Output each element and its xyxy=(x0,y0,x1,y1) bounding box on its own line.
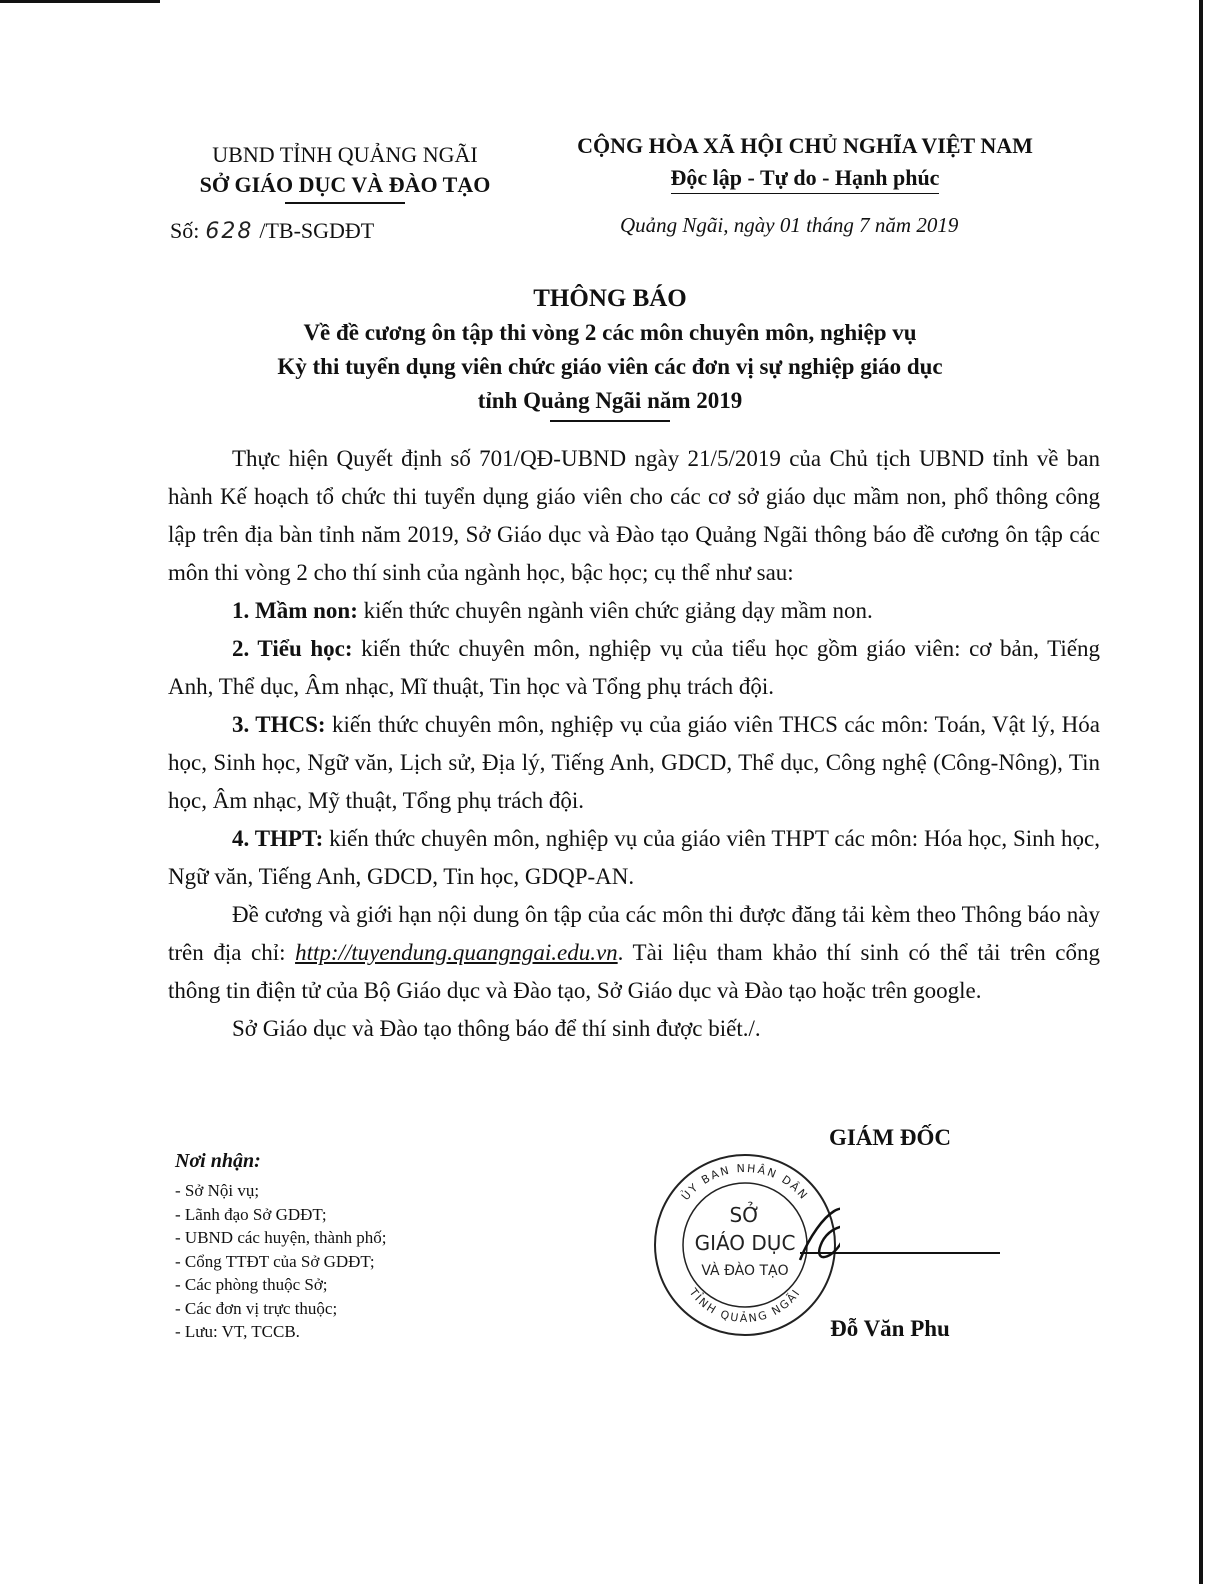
issuer-underline xyxy=(285,202,405,204)
item-text: kiến thức chuyên môn, nghiệp vụ của tiểu học gồm giáo viên: cơ bản, Tiếng Anh, Thể dục, Âm nhạc, Mĩ thuật, Tin học và Tổng phụ trách đội. xyxy=(168,636,1101,699)
seal-text-3: VÀ ĐÀO TẠO xyxy=(701,1263,789,1279)
item-text: kiến thức chuyên ngành viên chức giảng dạy mầm non. xyxy=(357,598,873,623)
item-text: kiến thức chuyên môn, nghiệp vụ của giáo viên THCS các môn: Toán, Vật lý, Hóa học, Sinh học, Ngữ văn, Lịch sử, Địa lý, Tiếng Anh, GDCD, Thể dục, Công nghệ (Công-Nông), Tin học, Âm nhạc, Mỹ thuật, Tổng phụ trách đội. xyxy=(168,712,1100,813)
signature-line xyxy=(800,1252,1000,1254)
national-motto-block xyxy=(540,130,1070,194)
seal-ring-bottom-text: TỈNH QUẢNG NGÃI xyxy=(686,1285,804,1326)
recipients-block xyxy=(175,1150,495,1344)
title-subject-1: Về đề cương ôn tập thi vòng 2 các môn chuyên môn, nghiệp vụ xyxy=(303,320,917,345)
title-subject-2: Kỳ thi tuyển dụng viên chức giáo viên các đơn vị sự nghiệp giáo dục xyxy=(277,354,943,379)
outline-paragraph xyxy=(168,896,1100,1010)
list-item: - Lưu: VT, TCCB. xyxy=(175,1322,300,1341)
item-paragraph xyxy=(168,592,1100,630)
issuer-parent: UBND TỈNH QUẢNG NGÃI xyxy=(212,142,478,167)
document-body xyxy=(168,440,1100,1048)
list-item: - UBND các huyện, thành phố; xyxy=(175,1228,387,1247)
official-seal xyxy=(650,1150,840,1340)
number-handwritten: 628 xyxy=(205,219,254,244)
seal-text-1: SỞ xyxy=(729,1203,761,1227)
issuer-name: SỞ GIÁO DỤC VÀ ĐÀO TẠO xyxy=(199,172,491,197)
signer-title: GIÁM ĐỐC xyxy=(828,1125,952,1150)
motto: Độc lập - Tự do - Hạnh phúc xyxy=(671,164,940,194)
title-subject-3: tỉnh Quảng Ngãi năm 2019 xyxy=(477,388,743,413)
recipients-list xyxy=(175,1179,495,1344)
list-item: - Các phòng thuộc Sở; xyxy=(175,1275,328,1294)
list-item: - Lãnh đạo Sở GDĐT; xyxy=(175,1204,327,1224)
outline-text-after: . Tài liệu tham khảo thí sinh có thể tải trên cổng thông tin điện tử của Bộ Giáo dục và Đào tạo, Sở Giáo dục và Đào tạo hoặc trên google. xyxy=(168,940,1100,1003)
list-item: - Cổng TTĐT của Sở GDĐT; xyxy=(175,1251,375,1271)
title-underline xyxy=(550,420,670,422)
signer-name: Đỗ Văn Phu xyxy=(830,1316,950,1341)
number-suffix: /TB-SGDĐT xyxy=(259,218,375,243)
list-item: - Sở Nội vụ; xyxy=(175,1181,260,1200)
outline-link[interactable]: http://tuyendung.quangngai.edu.vn xyxy=(295,940,618,965)
item-paragraph xyxy=(168,630,1100,706)
item-label: 2. Tiểu học: xyxy=(232,636,353,661)
seal-text-2: GIÁO DỤC xyxy=(694,1231,796,1255)
item-paragraph xyxy=(168,820,1100,896)
closing-paragraph: Sở Giáo dục và Đào tạo thông báo để thí sinh được biết./. xyxy=(232,1016,761,1041)
item-label: 4. THPT: xyxy=(232,826,324,851)
recipients-heading: Nơi nhận: xyxy=(175,1150,261,1172)
title-heading: THÔNG BÁO xyxy=(533,285,687,312)
list-item: - Các đơn vị trực thuộc; xyxy=(175,1298,338,1318)
scan-edge-top xyxy=(0,0,160,3)
document-number xyxy=(170,218,374,244)
item-label: 1. Mầm non: xyxy=(232,598,358,623)
scan-edge-right xyxy=(1199,0,1203,1584)
item-label: 3. THCS: xyxy=(232,712,326,737)
item-text: kiến thức chuyên môn, nghiệp vụ của giáo viên THPT các môn: Hóa học, Sinh học, Ngữ văn, Tiếng Anh, GDCD, Tin học, GDQP-AN. xyxy=(168,826,1100,889)
issue-date: Quảng Ngãi, ngày 01 tháng 7 năm 2019 xyxy=(620,213,959,237)
issuer-block xyxy=(160,140,530,204)
outline-text-before: Đề cương và giới hạn nội dung ôn tập của các môn thi được đăng tải kèm theo Thông báo này trên địa chỉ: xyxy=(168,902,1100,965)
number-prefix: Số: xyxy=(170,218,200,243)
country-name: CỘNG HÒA XÃ HỘI CHỦ NGHĨA VIỆT NAM xyxy=(577,133,1033,158)
item-paragraph xyxy=(168,706,1100,820)
intro-paragraph: Thực hiện Quyết định số 701/QĐ-UBND ngày 21/5/2019 của Chủ tịch UBND tỉnh về ban hành Kế hoạch tổ chức thi tuyển dụng giáo viên cho các cơ sở giáo dục mầm non, phổ thông công lập trên địa bàn tỉnh năm 2019, Sở Giáo dục và Đào tạo Quảng Ngãi thông báo đề cương ôn tập các môn thi vòng 2 cho thí sinh của ngành học, bậc học; cụ thể như sau: xyxy=(168,446,1100,585)
seal-ring-top-text: ỦY BAN NHÂN DÂN xyxy=(678,1161,812,1203)
document-title xyxy=(190,282,1030,422)
